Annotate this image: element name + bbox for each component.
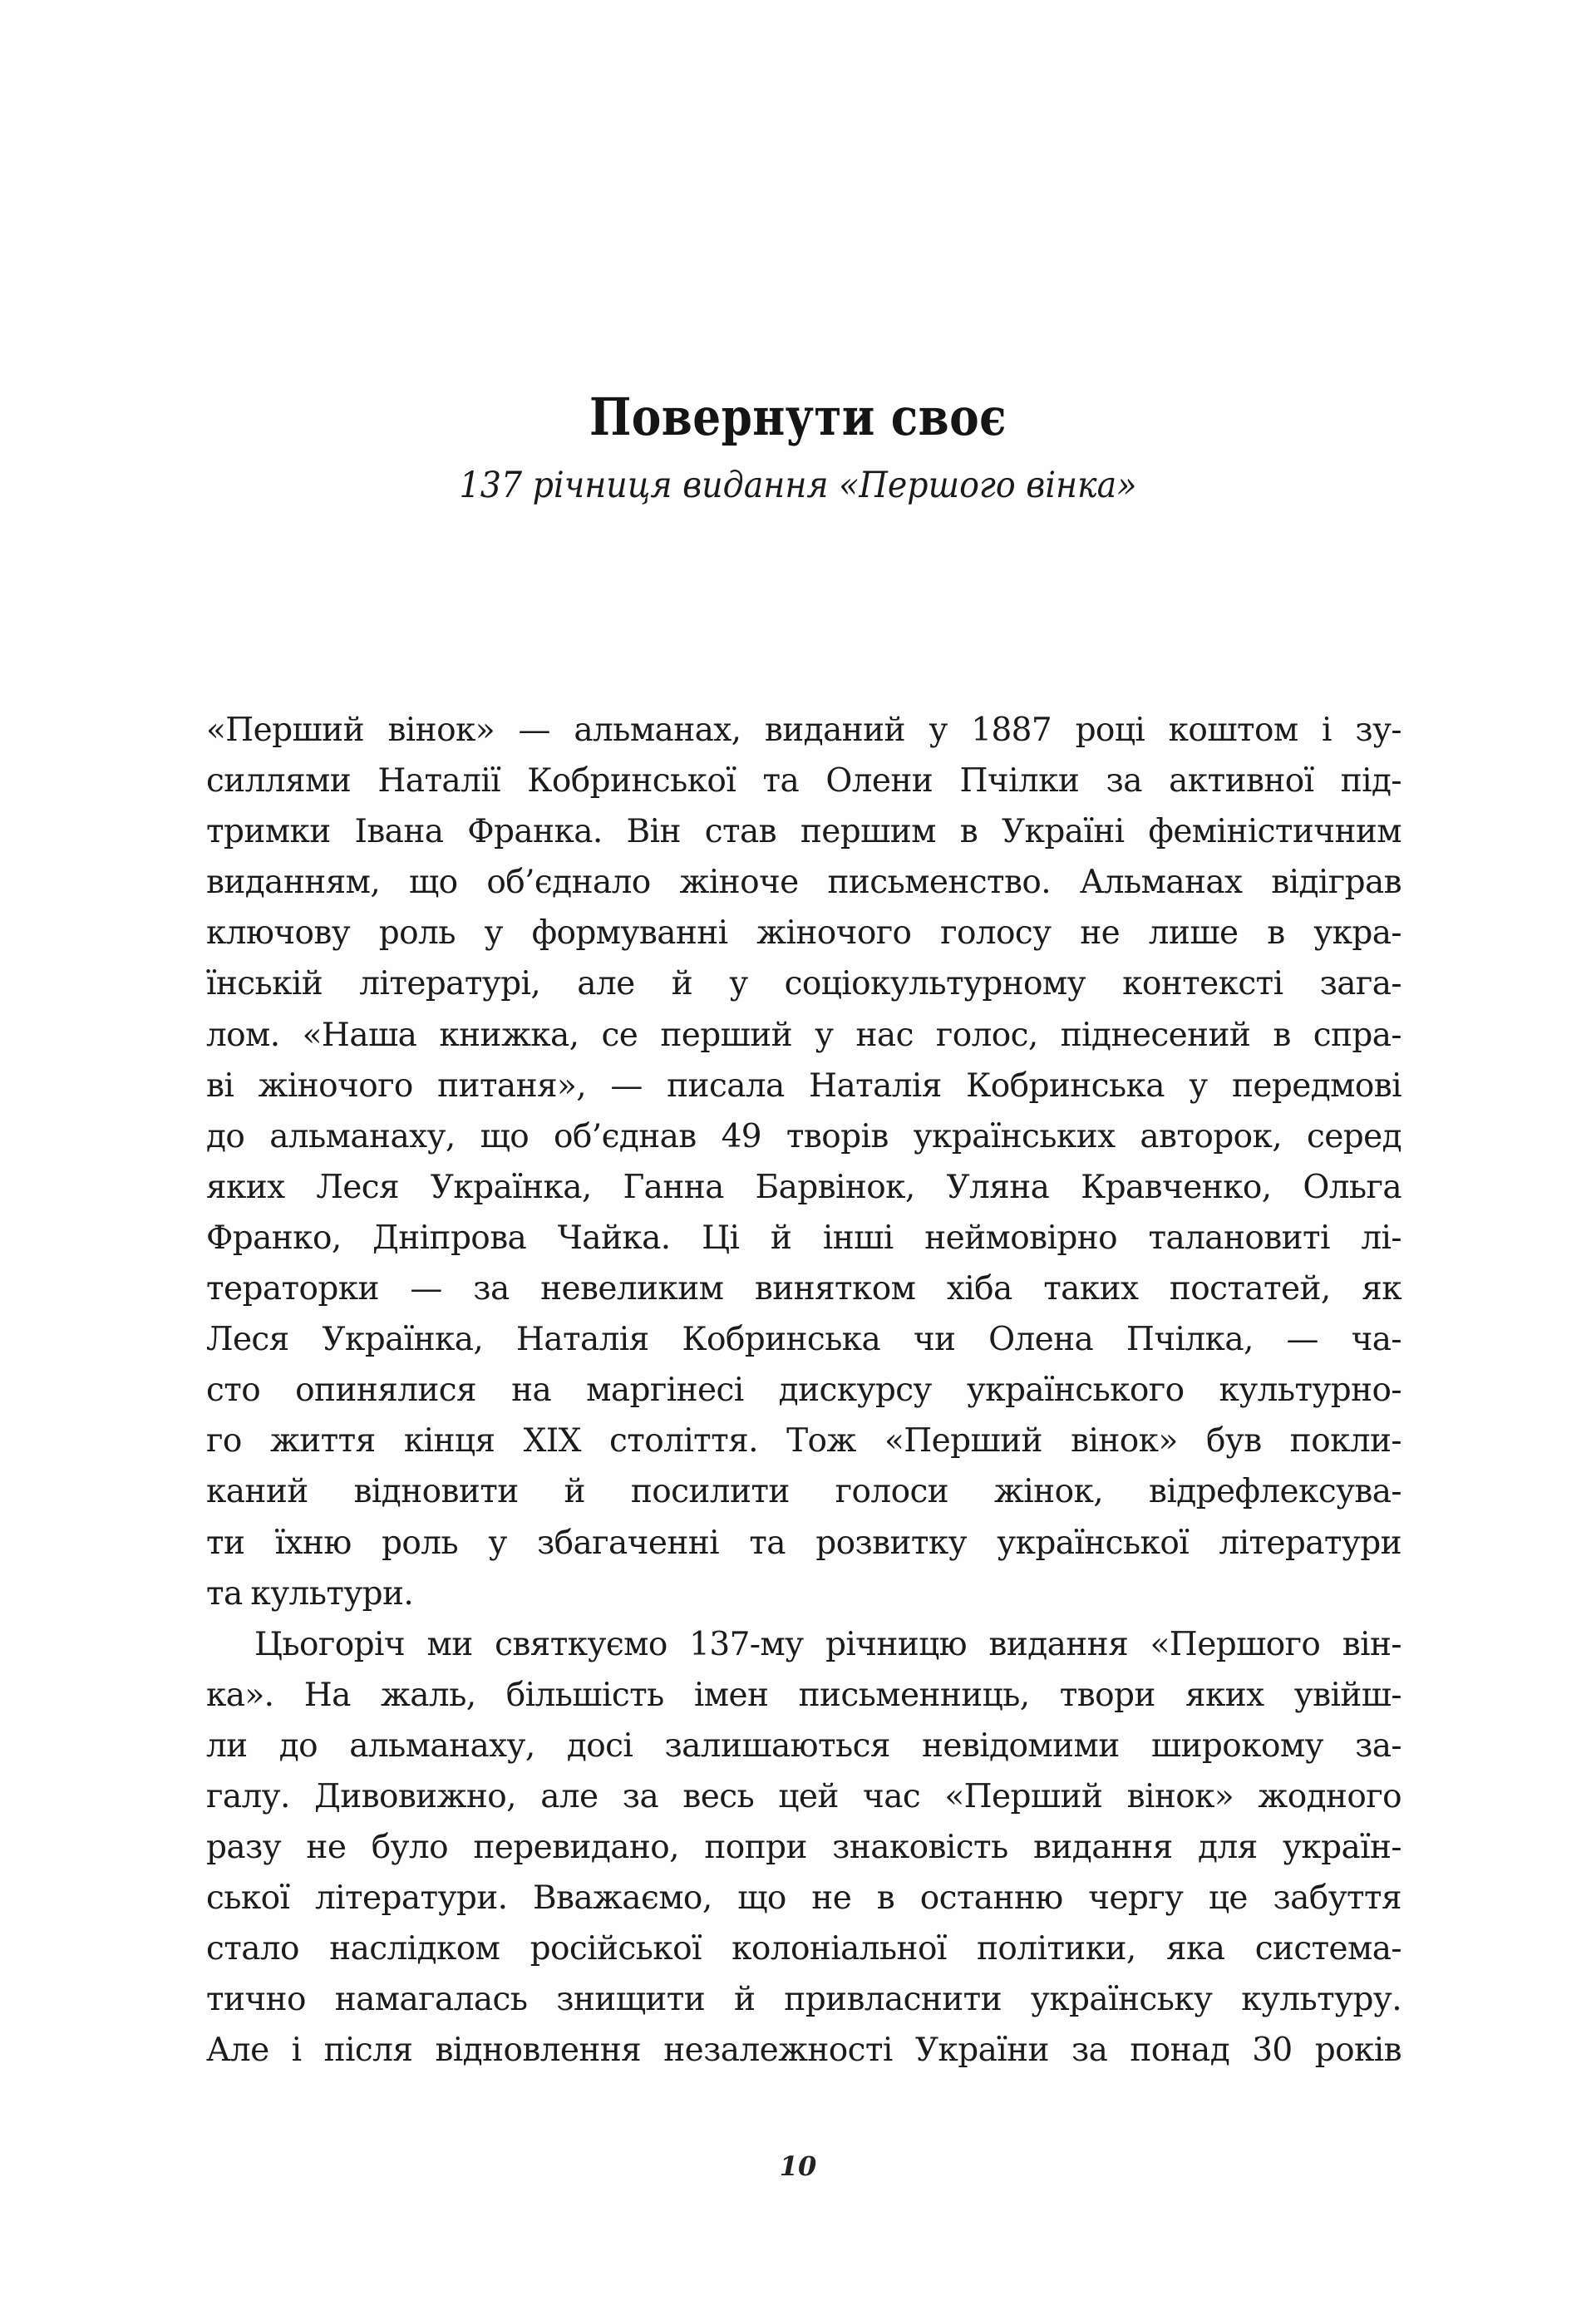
text-line: ли до альманаху, досі залишаються невідомими широкому за-	[206, 1726, 1401, 1765]
text-line: галу. Дивовижно, але за весь цей час «Перший вінок» жодного	[206, 1777, 1401, 1815]
chapter-subtitle: 137 річниця видання «Першого вінка»	[459, 465, 1137, 506]
text-line: ти їхню роль у збагаченні та розвитку української літератури	[206, 1524, 1401, 1562]
text-line: ключову роль у формуванні жіночого голосу не лише в укра-	[206, 914, 1401, 953]
text-line: разу не було перевидано, попри знаковість видання для україн-	[206, 1829, 1401, 1867]
text-line: та культури.	[206, 1574, 414, 1613]
text-line: їнській літературі, але й у соціокультурному контексті зага-	[206, 965, 1401, 1003]
text-line: Леся Українка, Наталія Кобринська чи Олена Пчілка, — ча-	[206, 1321, 1401, 1359]
text-line: сто опинялися на маргінесі дискурсу українського культурно-	[206, 1372, 1401, 1410]
text-line: тримки Івана Франка. Він став першим в Україні феміністичним	[206, 813, 1401, 851]
text-line: тично намагалась знищити й привласнити українську культуру.	[206, 1981, 1401, 2019]
text-line: до альманаху, що об’єднав 49 творів українських авторок, серед	[206, 1117, 1401, 1155]
text-line: тераторки — за невеликим винятком хіба таких постатей, як	[206, 1270, 1401, 1308]
body-text	[206, 705, 1401, 2076]
text-line: виданням, що об’єднало жіноче письменство. Альманах відіграв	[206, 864, 1401, 902]
paragraph	[206, 705, 1401, 1619]
text-line: го життя кінця XIX століття. Тож «Перший вінок» був покли-	[206, 1422, 1401, 1460]
page-number: 10	[779, 2150, 817, 2182]
text-line: силлями Наталії Кобринської та Олени Пчілки за активної під-	[206, 762, 1401, 800]
text-line: стало наслідком російської колоніальної політики, яка система-	[206, 1930, 1401, 1968]
text-line: лом. «Наша книжка, се перший у нас голос, піднесений в спра-	[206, 1016, 1401, 1054]
text-line: Але і після відновлення незалежності України за понад 30 років	[206, 2032, 1401, 2070]
text-line: каний відновити й посилити голоси жінок, відрефлексува-	[206, 1473, 1401, 1511]
paragraph	[206, 1619, 1401, 2076]
text-line: Цьогоріч ми святкуємо 137-му річницю видання «Першого він-	[254, 1625, 1401, 1663]
text-line: яких Леся Українка, Ганна Барвінок, Уляна Кравченко, Ольга	[206, 1168, 1401, 1206]
text-line: «Перший вінок» — альманах, виданий у 1887 році коштом і зу-	[206, 712, 1401, 749]
chapter-title: Повернути своє	[589, 387, 1007, 447]
text-line: ка». На жаль, більшість імен письменниць, твори яких увійш-	[206, 1676, 1401, 1714]
text-line: Франко, Дніпрова Чайка. Ці й інші неймовірно талановиті лі-	[206, 1219, 1401, 1257]
text-line: ві жіночого питаня», — писала Наталія Кобринська у передмові	[206, 1066, 1401, 1105]
text-line: ської літератури. Вважаємо, що не в останню чергу це забуття	[206, 1879, 1401, 1918]
